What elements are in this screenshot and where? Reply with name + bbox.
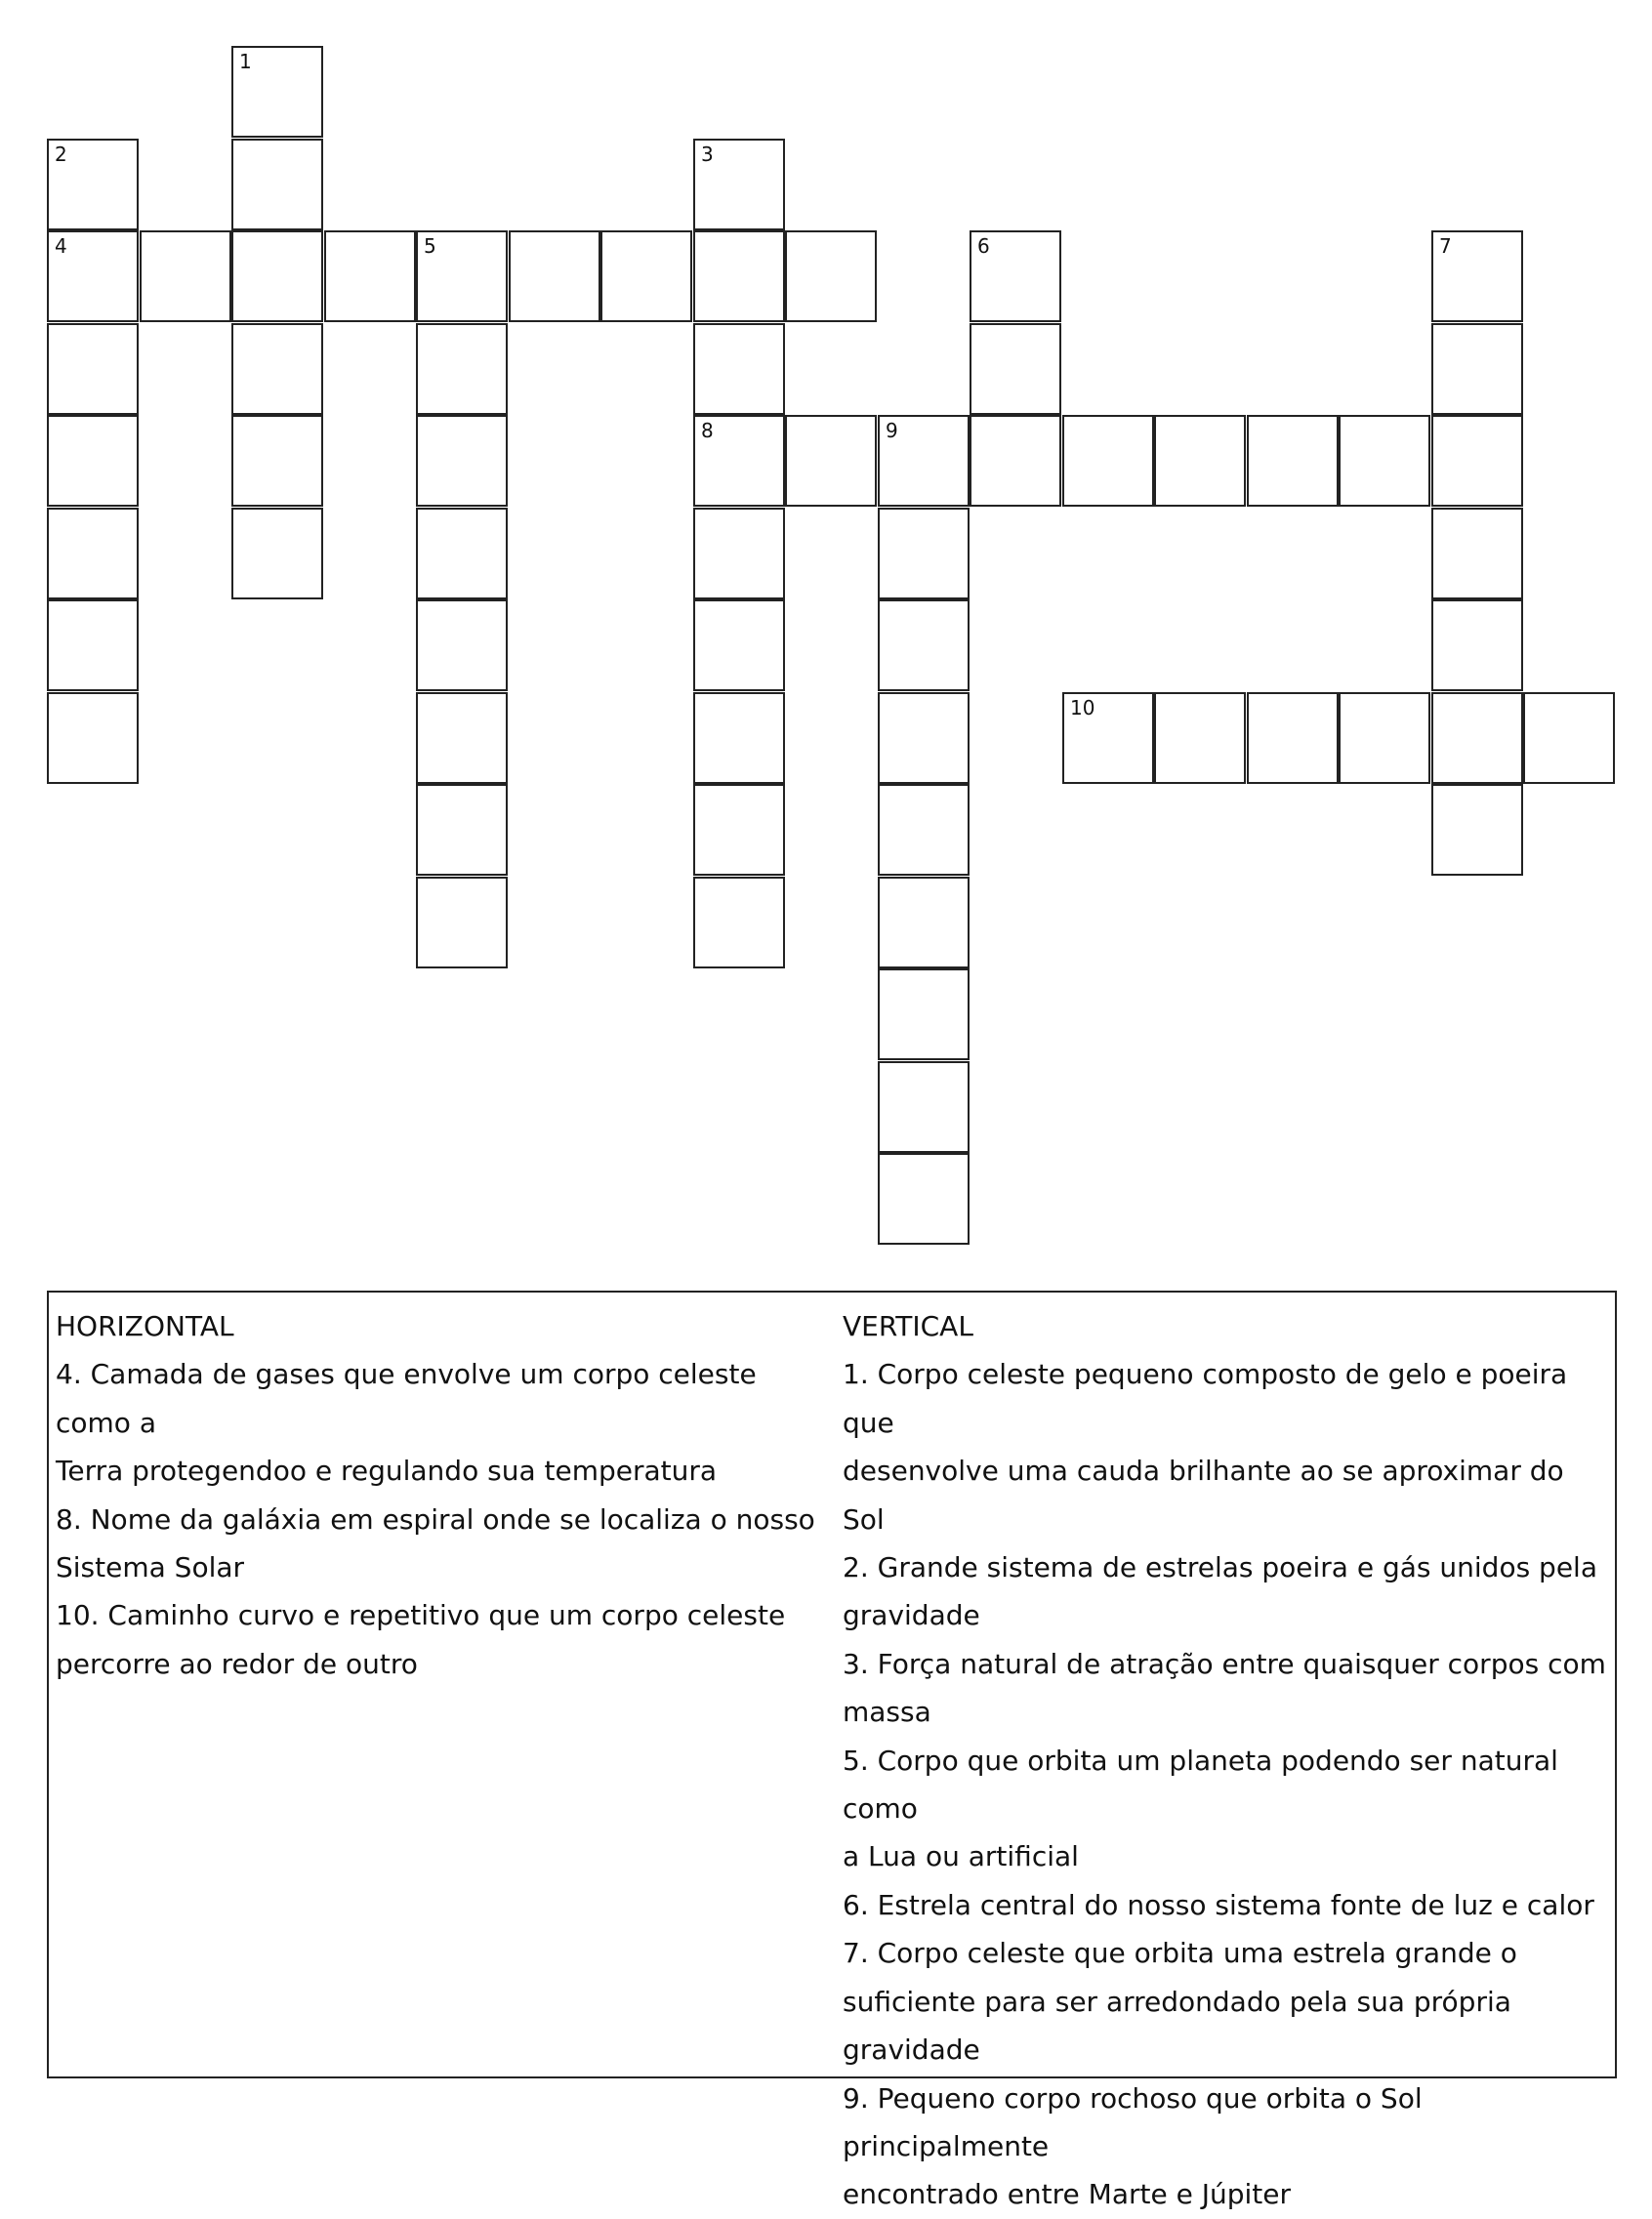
- clue-line: a Lua ou artificial: [843, 1840, 1079, 1873]
- crossword-cell[interactable]: [231, 46, 323, 138]
- vertical-clues: [843, 1302, 1614, 2219]
- clue-line: 5. Corpo que orbita um planeta podendo ser natural como: [843, 1744, 1558, 1826]
- crossword-cell[interactable]: [693, 230, 785, 322]
- crossword-cell[interactable]: [970, 230, 1061, 322]
- crossword-cell[interactable]: [509, 230, 600, 322]
- crossword-cell[interactable]: [693, 692, 785, 784]
- crossword-cell[interactable]: [1062, 415, 1154, 507]
- clue-number: 9: [886, 419, 898, 442]
- crossword-cell[interactable]: [693, 877, 785, 968]
- crossword-cell[interactable]: [1062, 692, 1154, 784]
- crossword-cell[interactable]: [785, 230, 877, 322]
- crossword-cell[interactable]: [785, 415, 877, 507]
- crossword-cell[interactable]: [878, 784, 970, 876]
- clue-number: 7: [1439, 234, 1452, 258]
- clue-line: 10. Caminho curvo e repetitivo que um corpo celeste: [56, 1599, 786, 1632]
- clue-number: 10: [1070, 696, 1095, 719]
- horizontal-heading: HORIZONTAL: [56, 1310, 234, 1342]
- crossword-cell[interactable]: [1431, 508, 1523, 599]
- crossword-cell[interactable]: [231, 230, 323, 322]
- crossword-cell[interactable]: [47, 599, 139, 691]
- crossword-cell[interactable]: [1339, 415, 1430, 507]
- clue-line: gravidade: [843, 1599, 980, 1632]
- crossword-cell[interactable]: [1431, 692, 1523, 784]
- clue-line: 1. Corpo celeste pequeno composto de gelo e poeira que: [843, 1358, 1568, 1439]
- clue-number: 5: [424, 234, 436, 258]
- clue-line: massa: [843, 1696, 931, 1729]
- clue-line: 6. Estrela central do nosso sistema fonte de luz e calor: [843, 1888, 1594, 1921]
- crossword-cell[interactable]: [693, 599, 785, 691]
- crossword-cell[interactable]: [47, 323, 139, 415]
- crossword-cell[interactable]: [416, 784, 508, 876]
- crossword-cell[interactable]: [1431, 599, 1523, 691]
- crossword-cell[interactable]: [47, 508, 139, 599]
- crossword-cell[interactable]: [1247, 415, 1339, 507]
- clue-number: 8: [701, 419, 714, 442]
- vertical-heading: VERTICAL: [843, 1310, 973, 1342]
- crossword-cell[interactable]: [970, 323, 1061, 415]
- crossword-cell[interactable]: [1431, 230, 1523, 322]
- clue-line: desenvolve uma cauda brilhante ao se aproximar do Sol: [843, 1455, 1564, 1536]
- clue-line: suficiente para ser arredondado pela sua própria: [843, 1985, 1511, 2018]
- crossword-cell[interactable]: [324, 230, 416, 322]
- crossword-cell[interactable]: [231, 508, 323, 599]
- crossword-cell[interactable]: [1154, 692, 1246, 784]
- crossword-cell[interactable]: [47, 139, 139, 230]
- clues-box: [47, 1291, 1617, 2211]
- crossword-cell[interactable]: [600, 230, 692, 322]
- crossword-cell[interactable]: [878, 1153, 970, 1245]
- clue-number: 1: [239, 50, 252, 73]
- clue-number: 2: [55, 143, 67, 166]
- crossword-cell[interactable]: [693, 323, 785, 415]
- crossword-cell[interactable]: [47, 415, 139, 507]
- crossword-cell[interactable]: [878, 415, 970, 507]
- crossword-cell[interactable]: [416, 230, 508, 322]
- crossword-cell[interactable]: [47, 230, 139, 322]
- clue-line: 4. Camada de gases que envolve um corpo celeste como a: [56, 1358, 757, 1439]
- crossword-cell[interactable]: [878, 1061, 970, 1153]
- crossword-cell[interactable]: [140, 230, 231, 322]
- crossword-cell[interactable]: [416, 599, 508, 691]
- crossword-cell[interactable]: [878, 968, 970, 1060]
- crossword-cell[interactable]: [970, 415, 1061, 507]
- crossword-cell[interactable]: [416, 508, 508, 599]
- crossword-cell[interactable]: [1247, 692, 1339, 784]
- clue-line: 2. Grande sistema de estrelas poeira e gás unidos pela: [843, 1551, 1597, 1584]
- clue-line: 9. Pequeno corpo rochoso que orbita o Sol principalmente: [843, 2081, 1423, 2162]
- crossword-cell[interactable]: [231, 415, 323, 507]
- clue-line: Terra protegendoo e regulando sua temperatura: [56, 1455, 718, 1488]
- crossword-cell[interactable]: [878, 599, 970, 691]
- crossword-cell[interactable]: [1339, 692, 1430, 784]
- clue-line: percorre ao redor de outro: [56, 1647, 418, 1680]
- crossword-cell[interactable]: [693, 415, 785, 507]
- clue-line: 3. Força natural de atração entre quaisquer corpos com: [843, 1647, 1606, 1680]
- crossword-cell[interactable]: [878, 692, 970, 784]
- crossword-cell[interactable]: [878, 877, 970, 968]
- crossword-cell[interactable]: [47, 692, 139, 784]
- crossword-cell[interactable]: [878, 508, 970, 599]
- crossword-cell[interactable]: [1154, 415, 1246, 507]
- clue-number: 6: [977, 234, 990, 258]
- clue-number: 4: [55, 234, 67, 258]
- crossword-cell[interactable]: [693, 139, 785, 230]
- crossword-cell[interactable]: [231, 139, 323, 230]
- horizontal-clues: [56, 1302, 837, 1688]
- clue-line: 8. Nome da galáxia em espiral onde se localiza o nosso: [56, 1502, 815, 1536]
- crossword-cell[interactable]: [1523, 692, 1615, 784]
- crossword-cell[interactable]: [1431, 784, 1523, 876]
- crossword-cell[interactable]: [416, 415, 508, 507]
- crossword-cell[interactable]: [416, 877, 508, 968]
- crossword-cell[interactable]: [693, 784, 785, 876]
- crossword-cell[interactable]: [231, 323, 323, 415]
- clue-line: gravidade: [843, 2034, 980, 2067]
- crossword-cell[interactable]: [693, 508, 785, 599]
- crossword-cell[interactable]: [1431, 415, 1523, 507]
- clue-number: 3: [701, 143, 714, 166]
- crossword-cell[interactable]: [1431, 323, 1523, 415]
- clue-line: encontrado entre Marte e Júpiter: [843, 2178, 1292, 2211]
- clue-line: 7. Corpo celeste que orbita uma estrela grande o: [843, 1937, 1517, 1970]
- crossword-cell[interactable]: [416, 323, 508, 415]
- clue-line: Sistema Solar: [56, 1551, 245, 1584]
- crossword-cell[interactable]: [416, 692, 508, 784]
